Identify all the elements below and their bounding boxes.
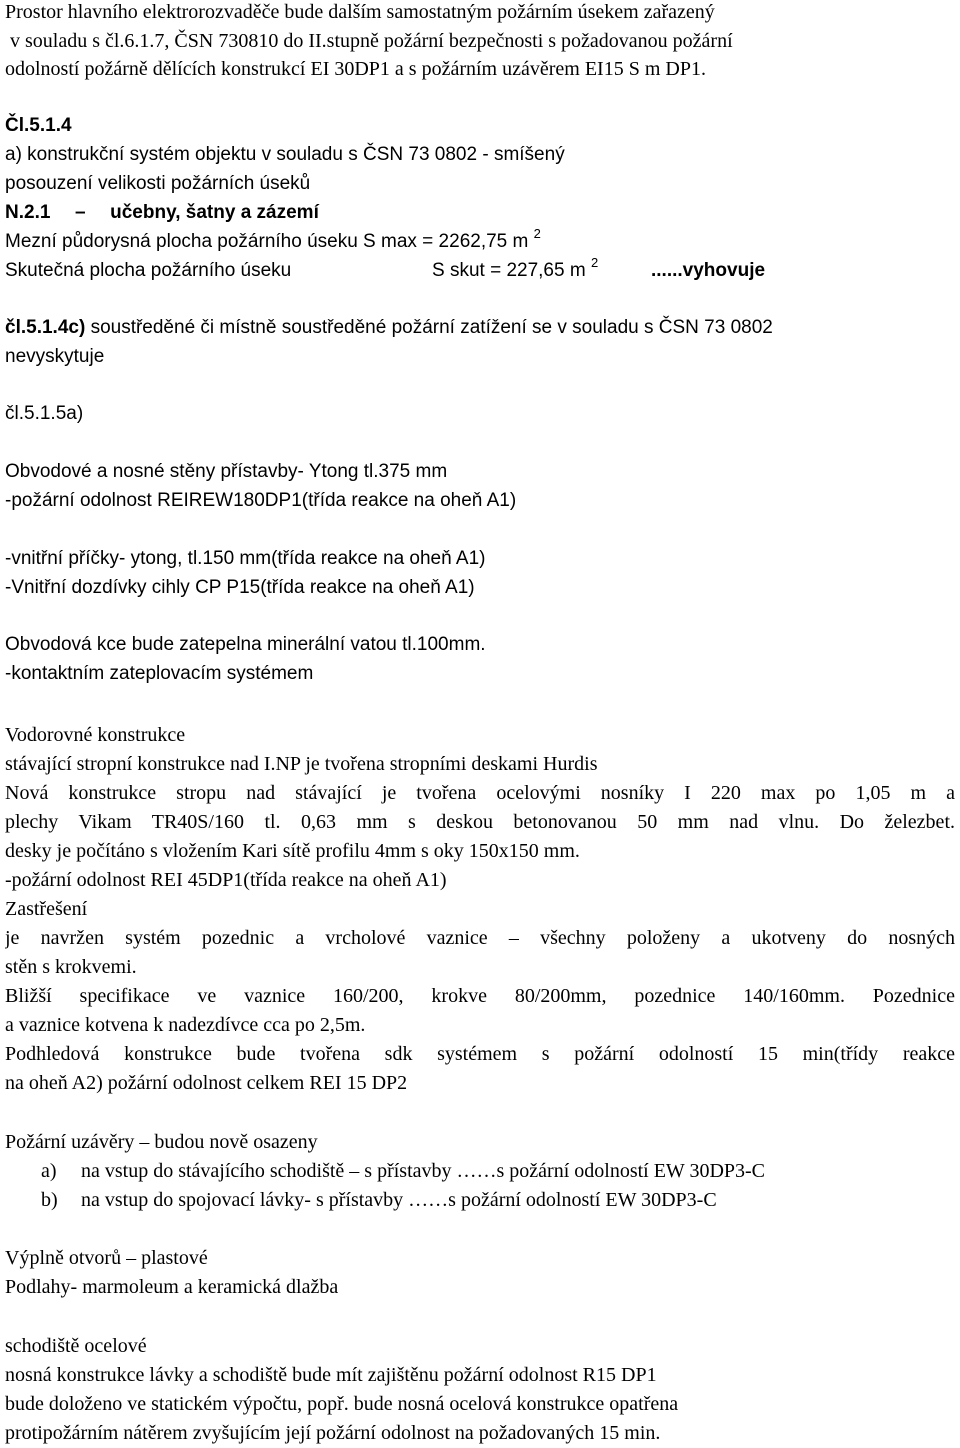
section-heading-515a: čl.5.1.5a) [5, 403, 84, 424]
stairs-line-2: bude doloženo ve statickém výpočtu, popř. bude nosná ocelová konstrukce opatřena [5, 1393, 679, 1415]
fill-line-2: Podlahy- marmoleum a keramická dlažba [5, 1276, 339, 1298]
fire-section-name: učebny, šatny a zázemí [110, 202, 319, 223]
doors-item-label: b) [41, 1189, 58, 1211]
fire-section-code: N.2.1 [5, 202, 51, 223]
actual-area-line [5, 255, 955, 283]
doors-item-a [5, 1159, 955, 1183]
s514c-continuation: nevyskytuje [5, 346, 105, 367]
max-area-line [5, 226, 541, 254]
stairs-line-3: protipožárním nátěrem zvyšujícím její požární odolnost na požadovaných 15 min. [5, 1422, 661, 1444]
roof-line-1: je navržen systém pozednic a vrcholové vaznice – všechny položeny a ukotveny do nosných [5, 927, 955, 949]
roof-line-3: Bližší specifikace ve vaznice 160/200, krokve 80/200mm, pozednice 140/160mm. Pozednice [5, 985, 955, 1007]
doors-item-text: na vstup do stávajícího schodiště – s přístavby ……s požární odolností EW 30DP3-C [81, 1160, 766, 1182]
actual-area-value-text: S skut = 227,65 m [432, 260, 586, 281]
roof-heading: Zastřešení [5, 898, 88, 920]
walls-line-6: -kontaktním zateplovacím systémem [5, 663, 314, 684]
stairs-heading: schodiště ocelové [5, 1335, 147, 1357]
section-heading-514: Čl.5.1.4 [5, 115, 72, 136]
actual-area-exponent: 2 [590, 255, 599, 270]
s514c-line [5, 316, 773, 340]
roof-line-6: na oheň A2) požární odolnost celkem REI 15 DP2 [5, 1072, 408, 1094]
s514-a-line-1: a) konstrukční systém objektu v souladu s ČSN 73 0802 - smíšený [5, 144, 565, 165]
s514c-text: soustředěné či místně soustředěné požární zatížení se v souladu s ČSN 73 0802 [90, 317, 773, 338]
fire-section-title [5, 201, 319, 225]
intro-line-3: odolností požárně dělících konstrukcí EI 30DP1 a s požárním uzávěrem EI15 S m DP1. [5, 58, 706, 80]
max-area-text: Mezní půdorysná plocha požárního úseku S max = 2262,75 m [5, 231, 529, 252]
s514c-code: čl.5.1.4c) [5, 317, 86, 338]
stairs-line-1: nosná konstrukce lávky a schodiště bude mít zajištěnu požární odolnost R15 DP1 [5, 1364, 657, 1386]
doors-item-b [5, 1188, 955, 1212]
horizontal-line-4: desky je počítáno s vložením Kari sítě profilu 4mm s oky 150x150 mm. [5, 840, 580, 862]
s514-a-line-2: posouzení velikosti požárních úseků [5, 173, 311, 194]
walls-line-3: -vnitřní příčky- ytong, tl.150 mm(třída reakce na oheň A1) [5, 548, 486, 569]
horizontal-heading: Vodorovné konstrukce [5, 724, 186, 746]
roof-line-4: a vaznice kotvena k nadezdívce cca po 2,5m. [5, 1014, 366, 1036]
doors-item-label: a) [41, 1160, 57, 1182]
fire-section-dash: – [74, 202, 86, 223]
horizontal-line-2: Nová konstrukce stropu nad stávající je tvořena ocelovými nosníky I 220 max po 1,05 m a [5, 782, 955, 804]
horizontal-line-3: plechy Vikam TR40S/160 tl. 0,63 mm s deskou betonovanou 50 mm nad vlnu. Do železbet. [5, 811, 955, 833]
max-area-exponent: 2 [533, 226, 541, 241]
intro-line-1: Prostor hlavního elektrorozvaděče bude dalším samostatným požárním úsekem zařazený [5, 1, 715, 23]
doors-item-text: na vstup do spojovací lávky- s přístavby ……s požární odolností EW 30DP3-C [81, 1189, 717, 1211]
intro-line-2: v souladu s čl.6.1.7, ČSN 730810 do II.stupně požární bezpečnosti s požadovanou požární [10, 30, 733, 52]
roof-line-2: stěn s krokvemi. [5, 956, 137, 978]
walls-line-4: -Vnitřní dozdívky cihly CP P15(třída reakce na oheň A1) [5, 577, 475, 598]
horizontal-line-5: -požární odolnost REI 45DP1(třída reakce na oheň A1) [5, 869, 447, 891]
walls-line-5: Obvodová kce bude zatepelna minerální vatou tl.100mm. [5, 634, 486, 655]
walls-line-2: -požární odolnost REIREW180DP1(třída reakce na oheň A1) [5, 490, 517, 511]
walls-line-1: Obvodové a nosné stěny přístavby- Ytong tl.375 mm [5, 461, 448, 482]
fill-line-1: Výplně otvorů – plastové [5, 1247, 208, 1269]
actual-area-result: ......vyhovuje [651, 260, 766, 281]
horizontal-line-1: stávající stropní konstrukce nad I.NP je tvořena stropními deskami Hurdis [5, 753, 598, 775]
actual-area-value [432, 255, 599, 283]
actual-area-label: Skutečná plocha požárního úseku [5, 260, 292, 281]
roof-line-5: Podhledová konstrukce bude tvořena sdk systémem s požární odolností 15 min(třídy reakce [5, 1043, 955, 1065]
doors-heading: Požární uzávěry – budou nově osazeny [5, 1131, 318, 1153]
